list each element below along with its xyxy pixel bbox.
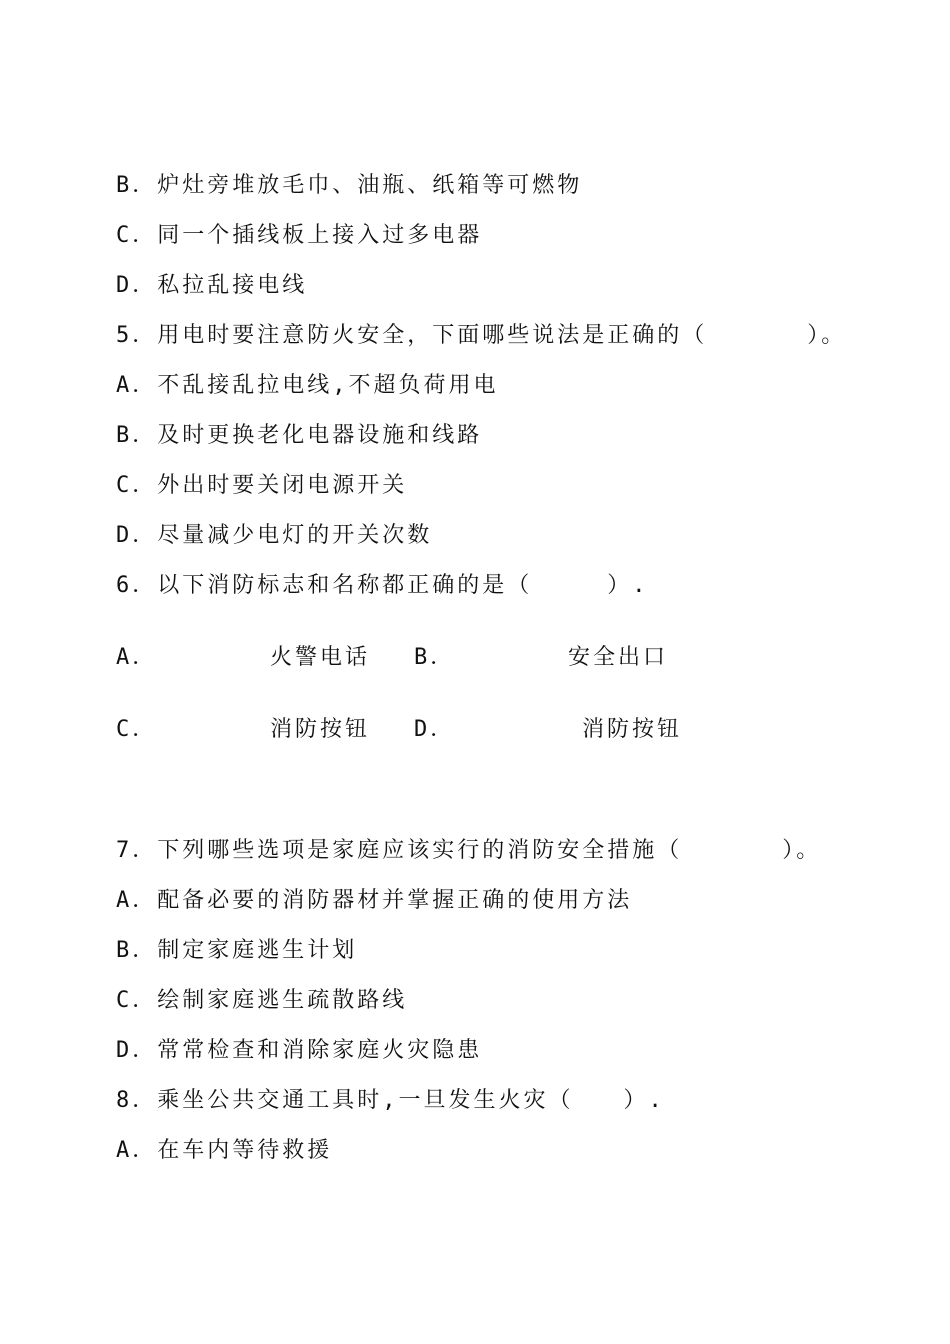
- q6-stem: 6．以下消防标志和名称都正确的是（ ）.: [116, 573, 649, 598]
- q6-option-d-name: 消防按钮: [582, 717, 683, 742]
- q7-option-b: B．制定家庭逃生计划: [116, 938, 358, 963]
- q4-option-c: C．同一个插线板上接入过多电器: [116, 223, 483, 248]
- q6-option-d-letter: D．: [414, 717, 456, 742]
- q4-option-b: B．炉灶旁堆放毛巾、油瓶、纸箱等可燃物: [116, 173, 583, 198]
- q6-option-c-letter: C．: [116, 717, 158, 742]
- q8-stem: 8．乘坐公共交通工具时,一旦发生火灾（ ）.: [116, 1088, 665, 1113]
- q8-option-a: A．在车内等待救援: [116, 1138, 333, 1163]
- q7-option-a: A．配备必要的消防器材并掌握正确的使用方法: [116, 888, 633, 913]
- q7-option-d: D．常常检查和消除家庭火灾隐患: [116, 1038, 483, 1063]
- q5-stem: 5．用电时要注意防火安全，下面哪些说法是正确的（ ）。: [116, 323, 847, 348]
- q6-option-a-name: 火警电话: [270, 645, 371, 670]
- q5-option-a: A．不乱接乱拉电线,不超负荷用电: [116, 373, 499, 398]
- q5-option-b: B．及时更换老化电器设施和线路: [116, 423, 483, 448]
- q7-stem: 7．下列哪些选项是家庭应该实行的消防安全措施（ ）。: [116, 838, 822, 863]
- q6-option-b-letter: B．: [414, 645, 456, 670]
- q7-option-c: C．绘制家庭逃生疏散路线: [116, 988, 408, 1013]
- q5-option-c: C．外出时要关闭电源开关: [116, 473, 408, 498]
- q4-option-d: D．私拉乱接电线: [116, 273, 308, 298]
- q5-option-d: D．尽量减少电灯的开关次数: [116, 523, 433, 548]
- q6-option-a-letter: A．: [116, 645, 158, 670]
- q6-option-b-name: 安全出口: [568, 645, 669, 670]
- q6-option-c-name: 消防按钮: [270, 717, 371, 742]
